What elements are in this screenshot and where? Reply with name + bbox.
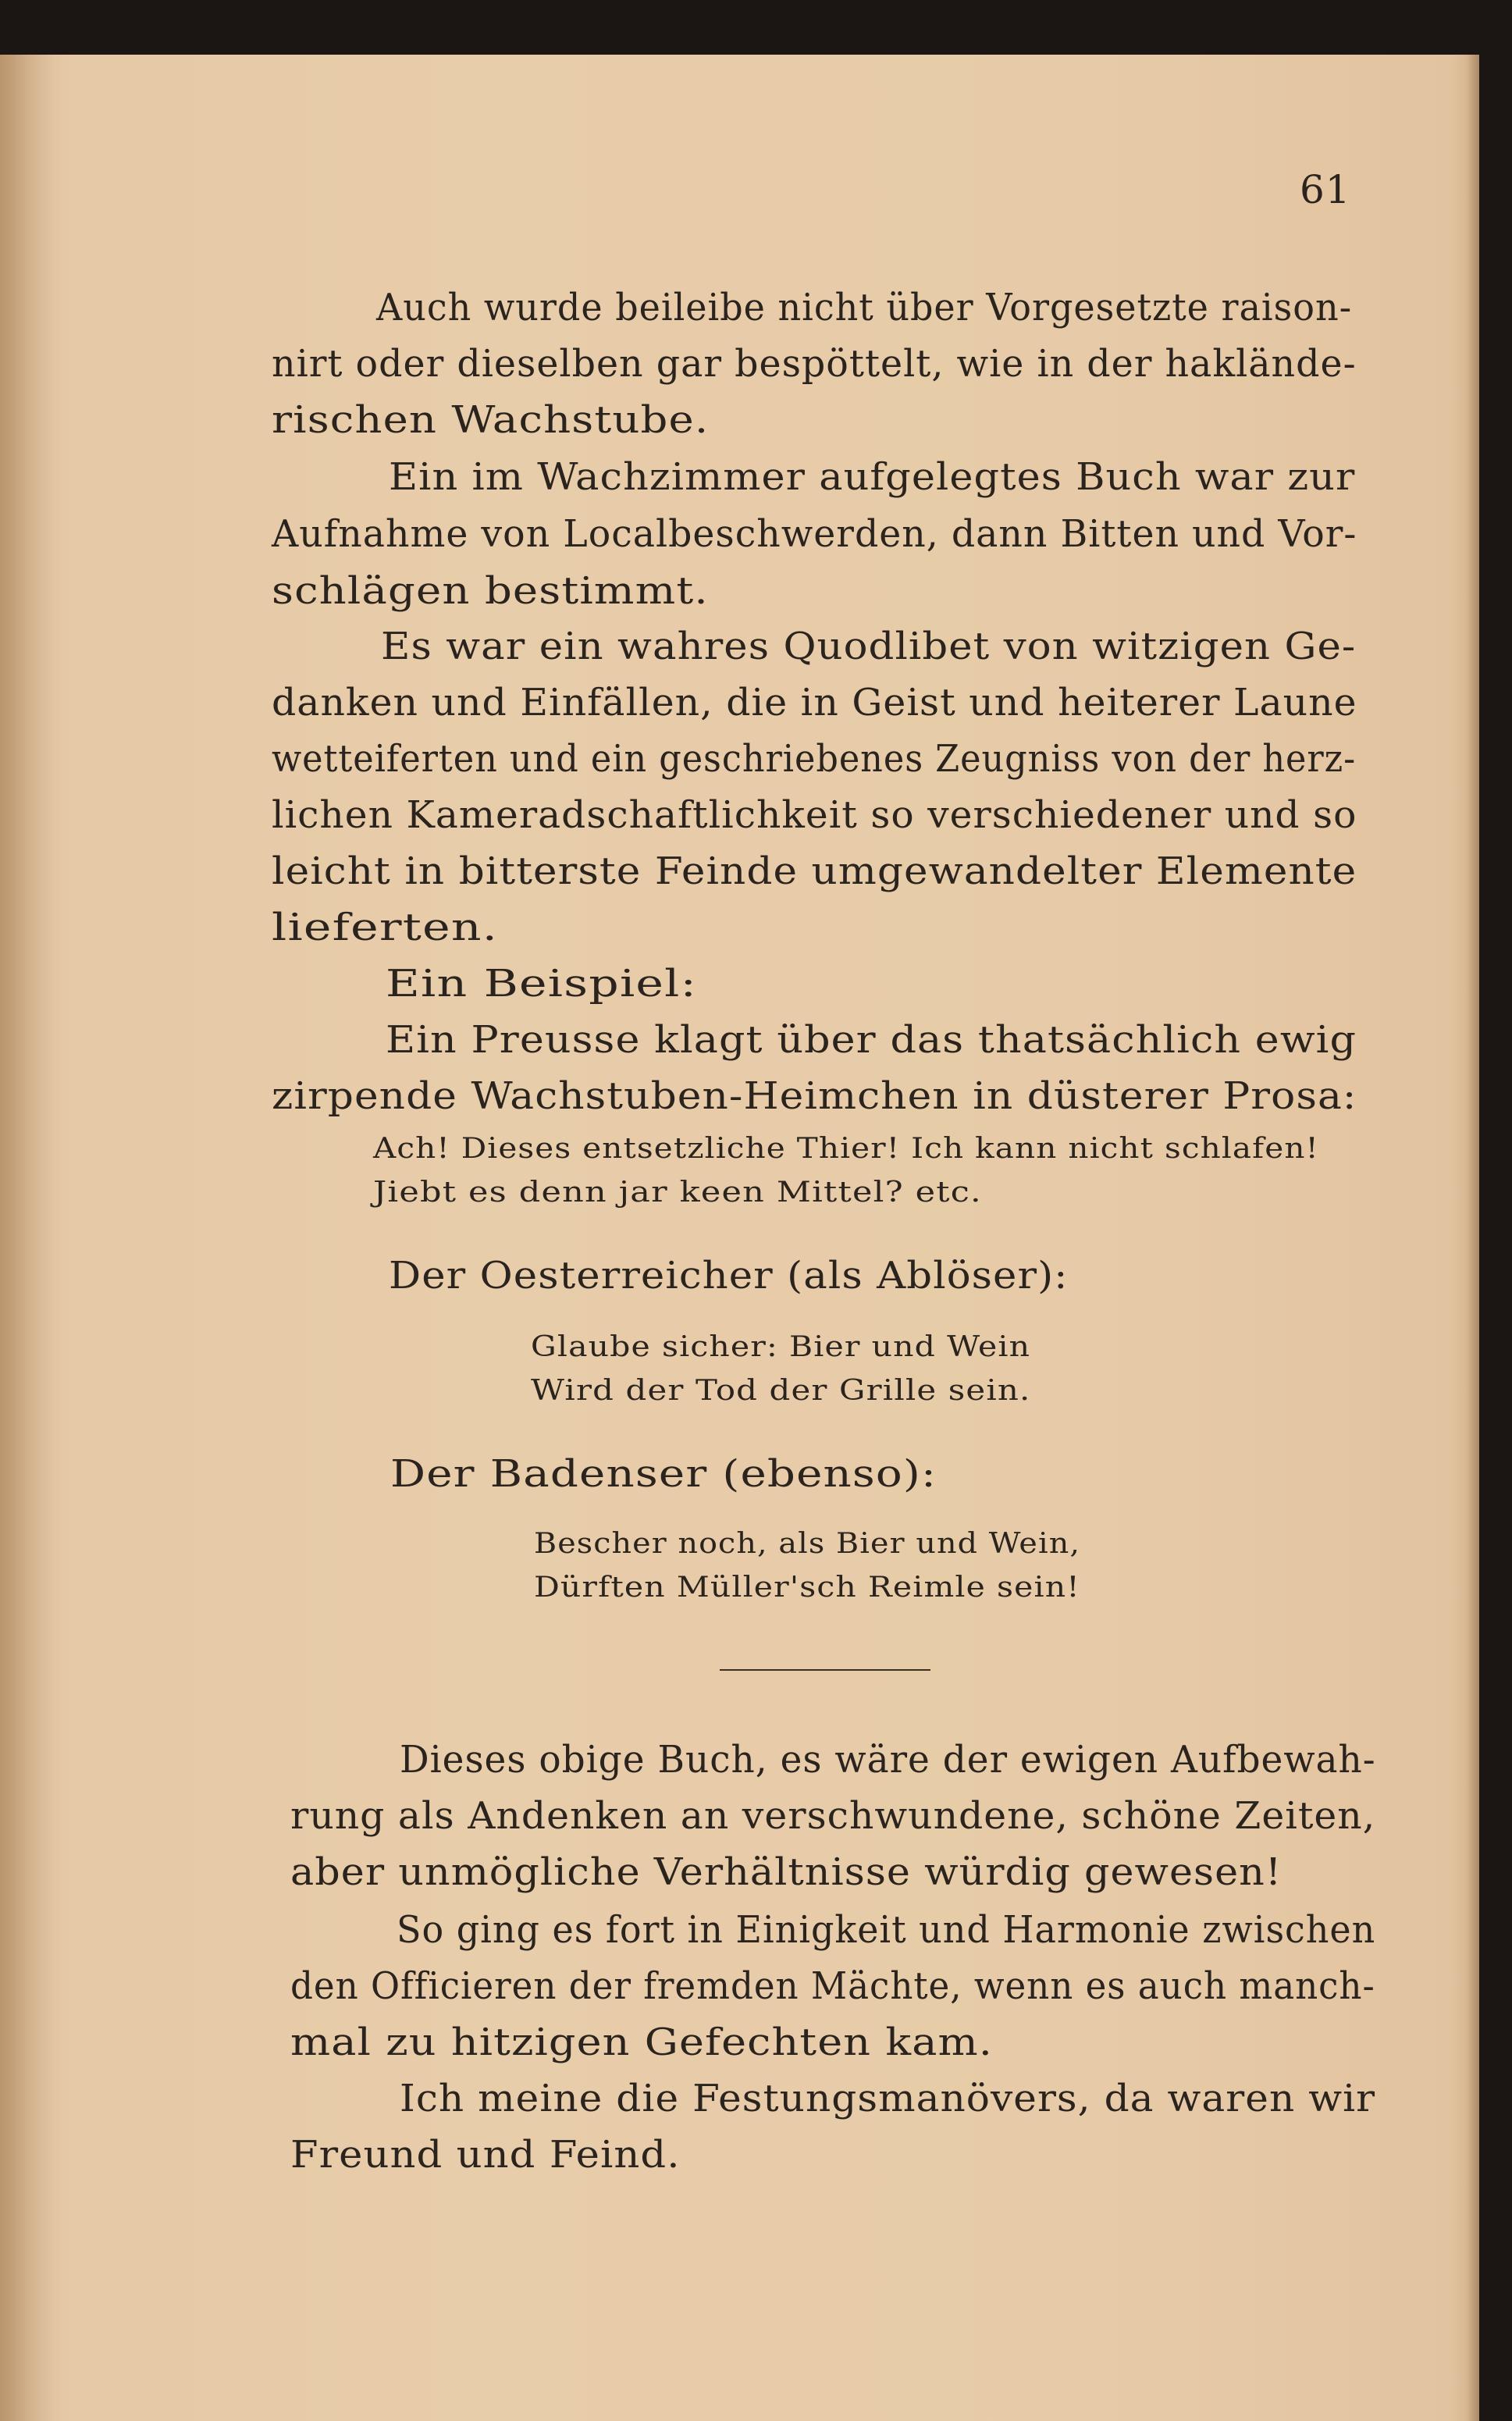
verse-line-3: Glaube sicher: Bier und Wein — [531, 1331, 1031, 1363]
text-line-21: So ging es fort in Einigkeit und Harmonie zwischen — [397, 1908, 1376, 1952]
text-line-19: rung als Andenken an verschwundene, schöne Zeiten, — [290, 1794, 1376, 1838]
text-line-24: Ich meine die Festungsmanövers, da waren wir — [400, 2077, 1376, 2120]
text-line-17: Der Badenser (ebenso): — [390, 1452, 937, 1496]
text-line-15: zirpende Wachstuben-Heimchen in düsterer Prosa: — [272, 1074, 1357, 1118]
verse-line-4: Wird der Tod der Grille sein. — [531, 1375, 1031, 1407]
verse-line-5: Bescher noch, als Bier und Wein, — [534, 1528, 1081, 1560]
section-divider — [720, 1669, 930, 1671]
text-line-20: aber unmögliche Verhältnisse würdig gewesen! — [290, 1850, 1283, 1894]
text-line-22: den Officieren der fremden Mächte, wenn es auch manch- — [290, 1964, 1375, 2008]
text-line-7: Es war ein wahres Quodlibet von witzigen Ge- — [381, 625, 1357, 668]
text-line-8: danken und Einfällen, die in Geist und heiterer Laune — [272, 681, 1357, 725]
page-edge — [1466, 55, 1479, 2421]
text-line-25: Freund und Feind. — [290, 2133, 681, 2177]
text-line-16: Der Oesterreicher (als Ablöser): — [389, 1254, 1069, 1298]
text-line-2: nirt oder dieselben gar bespöttelt, wie in der haklände- — [272, 342, 1357, 386]
text-line-13: Ein Beispiel: — [386, 962, 698, 1006]
page-number: 61 — [1300, 167, 1351, 212]
text-line-9: wetteiferten und ein geschriebenes Zeugniss von der herz- — [272, 737, 1357, 781]
text-line-14: Ein Preusse klagt über das thatsächlich ewig — [386, 1018, 1357, 1062]
verse-line-2: Jiebt es denn jar keen Mittel? etc. — [373, 1177, 982, 1209]
text-line-4: Ein im Wachzimmer aufgelegtes Buch war zur — [389, 455, 1356, 499]
text-line-10: lichen Kameradschaftlichkeit so verschiedener und so — [272, 793, 1357, 837]
text-line-3: rischen Wachstube. — [272, 398, 710, 442]
text-line-11: leicht in bitterste Feinde umgewandelter Elemente — [272, 849, 1357, 893]
text-line-1: Auch wurde beileibe nicht über Vorgesetzte raison- — [376, 286, 1353, 329]
text-line-18: Dieses obige Buch, es wäre der ewigen Aufbewah- — [400, 1738, 1376, 1782]
text-line-23: mal zu hitzigen Gefechten kam. — [290, 2020, 994, 2064]
text-line-5: Aufnahme von Localbeschwerden, dann Bitten und Vor- — [272, 512, 1357, 556]
verse-line-1: Ach! Dieses entsetzliche Thier! Ich kann nicht schlafen! — [373, 1133, 1319, 1165]
text-line-12: lieferten. — [272, 906, 499, 949]
text-line-6: schlägen bestimmt. — [272, 569, 709, 613]
verse-line-6: Dürften Müller'sch Reimle sein! — [534, 1572, 1080, 1604]
